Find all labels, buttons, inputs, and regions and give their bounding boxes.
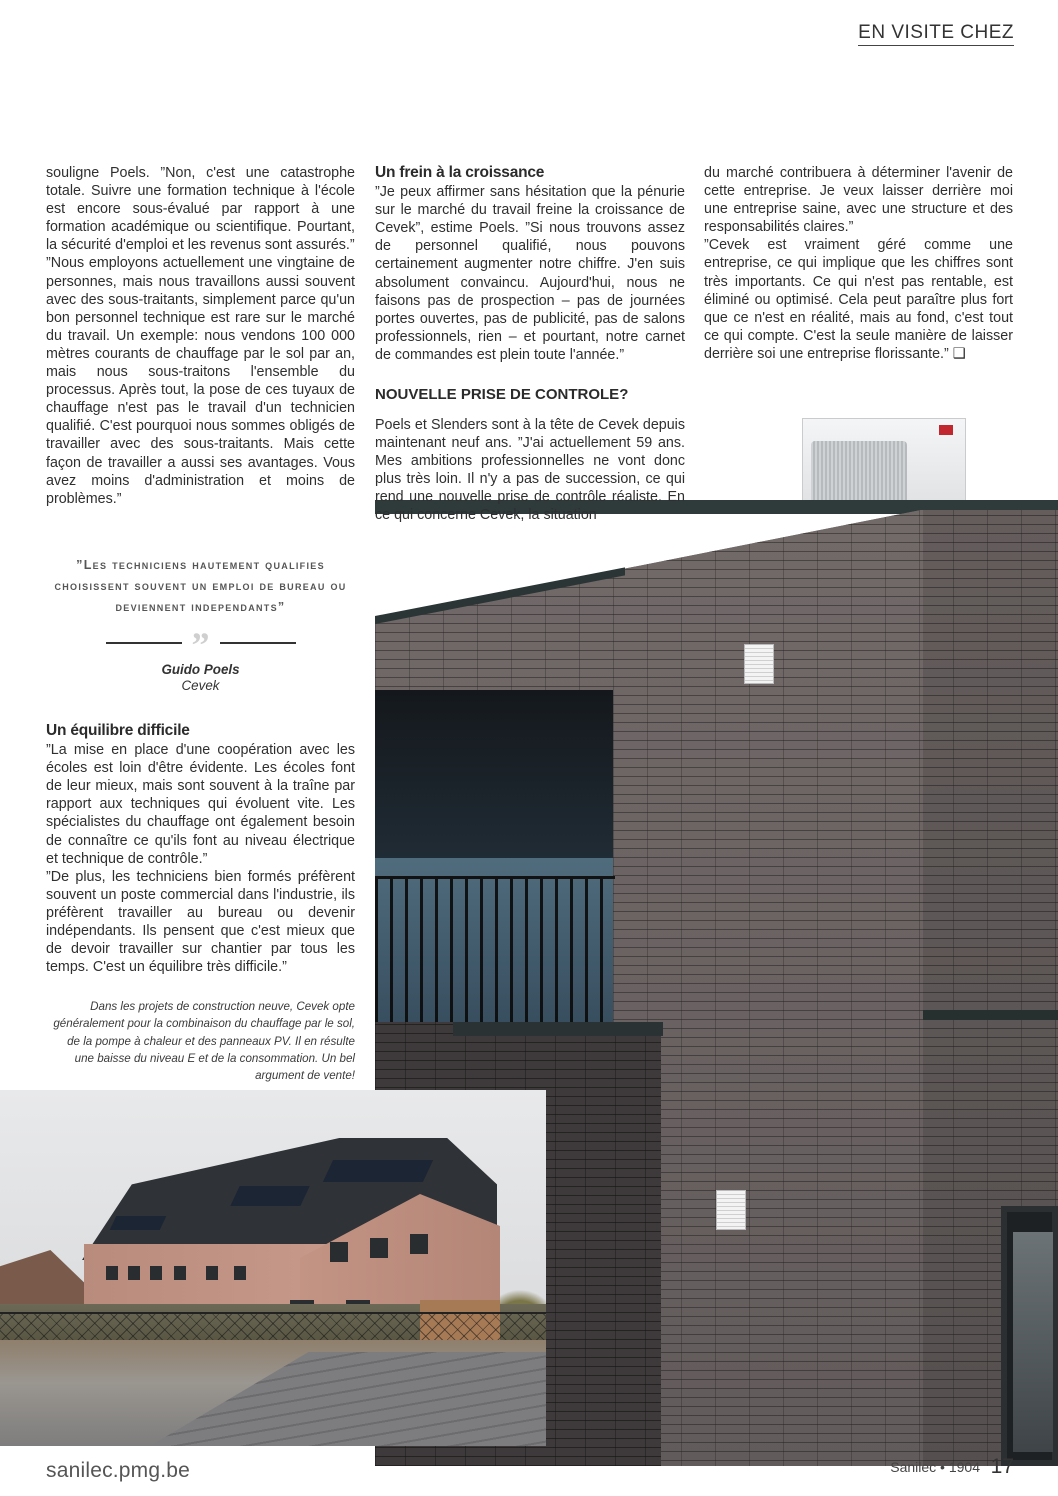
body-paragraph: souligne Poels. ”Non, c'est une catastrophe totale. Suivre une formation technique à l'école est encore sous-évalué par rapport à une formation académique ou scientifique. Pourtant, la sécurité d'emploi et les revenus sont assurés.” (46, 165, 355, 254)
body-paragraph: ”La mise en place d'une coopération avec les écoles est loin d'être évidente. Les écoles font de leur mieux, mais sont souvent à la traîne par rapport aux techniques qui évoluent vite. Les spécialistes du chauffage ont également besoin de connaître ce qu'ils font au niveau électrique et technique de contrôle.” (46, 742, 355, 867)
photo-caption: Dans les projets de construction neuve, Cevek opte généralement pour la combinaison du chauffage par le sol, de la pompe à chaleur et des panneaux PV. Il en résulte une baisse du niveau E et de la consommation. Un bel argument de vente! (53, 1000, 355, 1083)
ground-window (1001, 1206, 1058, 1466)
footer-url: sanilec.pmg.be (46, 1459, 191, 1482)
column-2 (375, 164, 685, 364)
quote-divider (106, 625, 296, 665)
pull-quote-text: ”Les techniciens hautement qualifies choisissent souvent un emploi de bureau ou deviennent independants” (54, 558, 347, 614)
column-1 (46, 164, 355, 508)
column-3 (704, 164, 1013, 363)
section-heading: NOUVELLE PRISE DE CONTROLE? (375, 386, 629, 403)
section-heading: Un frein à la croissance (375, 164, 545, 181)
section-heading: Un équilibre difficile (46, 722, 190, 739)
section-equilibre (46, 722, 355, 976)
section-controle (375, 386, 685, 405)
pull-quote (46, 555, 355, 693)
quote-author: Guido Poels (161, 662, 240, 677)
section-controle-body (375, 416, 685, 563)
row-houses-photo (0, 1090, 546, 1446)
wall-vent (716, 1190, 746, 1230)
body-paragraph: Poels et Slenders sont à la tête de Cevek depuis maintenant neuf ans. ”J'ai actuellement 59 ans. Mes ambitions professionnelles ne vont donc plus très loin. Il n'y a pas de succession, ce qui rend une nouvelle prise de contrôle réaliste. En ce qui concerne Cevek, la situation (375, 417, 685, 524)
balcony-railing (375, 876, 615, 1036)
body-paragraph: ”De plus, les techniciens bien formés préfèrent souvent un poste commercial dans l'industrie, ils préfèrent travailler au bureau ou devenir indépendants. Ils pensent que c'est mieux que de devoir travailler sur chantier par tous les temps. C'est un équilibre très difficile.” (46, 868, 355, 976)
body-paragraph: ”Nous employons actuellement une vingtaine de personnes, mais nous travaillons aussi souvent avec des sous-traitants, simplement parce qu'un bon personnel technique est rare sur le marché du travail. Un exemple: nous vendons 100 000 mètres courants de chauffage par le sol par an, mais nous sous-traitons l'ensemble du processus. Après tout, la pose de ces tuyaux de chauffage n'est pas le travail d'un technicien qualifié. C'est pourquoi nous sommes obligés de travailler avec des sous-traitants. Mais cette façon de travailler a aussi ses avantages. Vous avez moins d'administration et moins de problèmes.” (46, 255, 355, 507)
body-paragraph: ”Je peux affirmer sans hésitation que la pénurie sur le marché du travail freine la croissance de Cevek”, estime Poels. ”Si nous trouvons assez de personnel qualifié, nous pouvons certainement augmenter notre chiffre. J'en suis absolument convaincu. Aujourd'hui, nous ne faisons pas de prospection – pas de journées portes ouvertes, pas de publicité, pas de salons professionnels, rien – et pourtant, notre carnet de commandes est plein toute l'année.” (375, 184, 685, 363)
body-paragraph: ”Cevek est vraiment géré comme une entreprise, ce qui implique que les chiffres sont très importants. Ce qui n'est pas rentable, est éliminé ou optimisé. Cela peut paraître plus fort que ce n'est en réalité, mais au fond, c'est tout ce qui compte. C'est la seule manière de laisser derrière soi une entreprise florissante.” ❑ (704, 237, 1013, 362)
quote-organization: Cevek (181, 678, 220, 693)
end-mark-icon: ❑ (952, 345, 966, 362)
wall-vent (744, 644, 774, 684)
footer-magazine: Sanilec • 1904 (890, 1459, 980, 1475)
quote-mark-icon: ” (191, 625, 210, 665)
section-label: EN VISITE CHEZ (858, 22, 1014, 46)
page-number: 17 (990, 1455, 1014, 1478)
body-paragraph: du marché contribuera à déterminer l'avenir de cette entreprise. Je veux laisser derrière moi une entreprise saine, avec une structure et des responsabilités claires.” (704, 165, 1013, 236)
heat-pump-unit (802, 418, 966, 510)
